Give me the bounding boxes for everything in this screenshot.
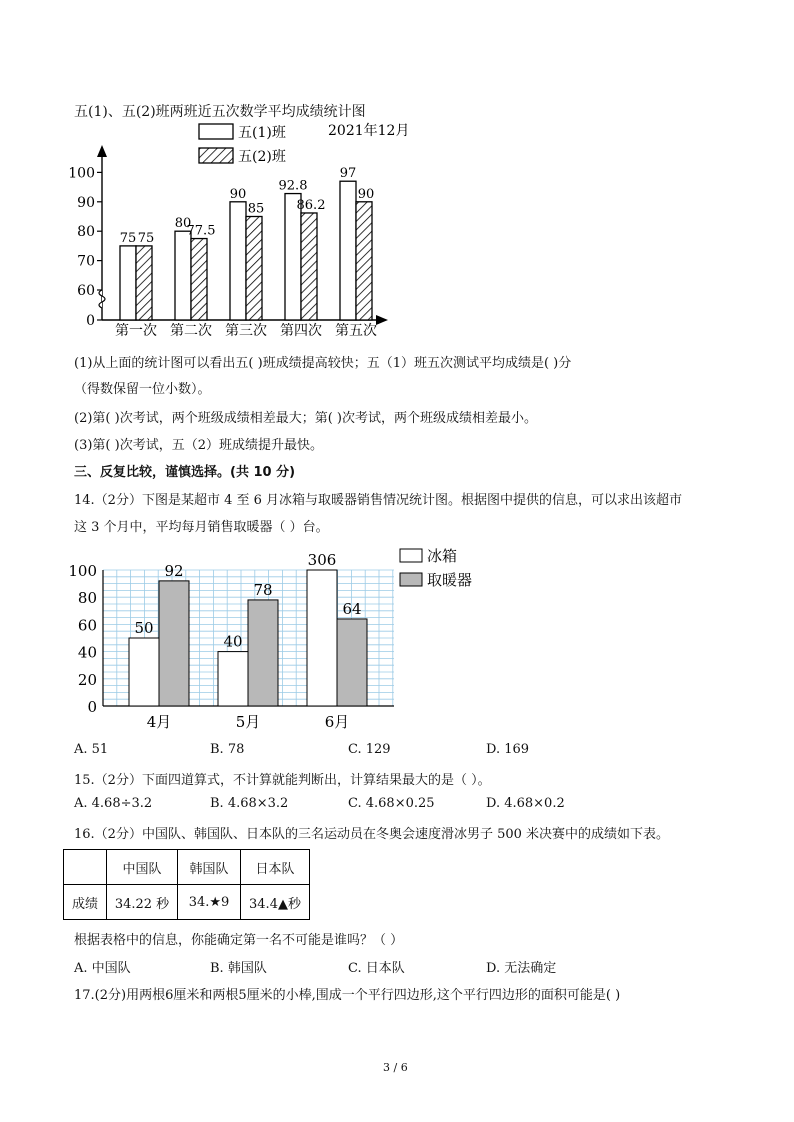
legend-swatch-heater — [400, 573, 422, 586]
y-tick-label: 70 — [77, 253, 95, 270]
table-row — [64, 850, 310, 885]
y-tick-label: 100 — [68, 562, 97, 580]
q14-option-c[interactable]: C. 129 — [348, 742, 391, 757]
data-label-class2: 85 — [247, 201, 265, 217]
data-label-class1: 97 — [339, 166, 357, 182]
q14-line2: 这 3 个月中，平均每月销售取暖器（ ）台。 — [74, 520, 329, 535]
bar-class1 — [340, 181, 356, 320]
q17-line1: 17.(2分)用两根6厘米和两根5厘米的小棒,围成一个平行四边形,这个平行四边形的面积可能是( ) — [74, 988, 621, 1003]
x-tick-label: 6月 — [324, 713, 350, 731]
x-tick-label: 第四次 — [280, 323, 322, 339]
bar-heater — [159, 581, 189, 706]
data-label-class1: 80 — [174, 216, 192, 232]
x-tick-label: 第三次 — [225, 323, 267, 339]
y-tick-label: 0 — [86, 313, 95, 329]
chart1 — [0, 0, 794, 345]
q13-line4: (3)第( )次考试，五（2）班成绩提升最快。 — [74, 438, 323, 453]
table-cell: 成绩 — [64, 885, 107, 920]
legend-label-heater: 取暖器 — [427, 571, 473, 589]
score-table — [63, 849, 310, 920]
data-label-class1: 92.8 — [278, 178, 308, 194]
y-tick-label: 80 — [77, 224, 95, 241]
y-tick-label: 0 — [87, 698, 97, 716]
y-tick-label: 100 — [68, 165, 95, 182]
legend-swatch-class1 — [199, 124, 233, 139]
chart1-title: 五(1)、五(2)班两班近五次数学平均成绩统计图 — [74, 104, 366, 120]
q15-option-d[interactable]: D. 4.68×0.2 — [486, 796, 565, 811]
x-tick-label: 第五次 — [335, 323, 377, 339]
table-row — [64, 885, 310, 920]
data-label-fridge: 306 — [307, 551, 337, 569]
data-label-heater: 78 — [253, 580, 273, 599]
bar-heater — [248, 600, 278, 706]
data-label-class2: 77.5 — [186, 223, 216, 239]
y-tick-label: 20 — [77, 670, 97, 689]
q16-option-d[interactable]: D. 无法确定 — [486, 961, 557, 976]
legend-swatch-class2 — [199, 148, 233, 163]
bar-class1 — [120, 246, 136, 320]
page-number: 3 / 6 — [383, 1061, 408, 1074]
q15-option-b[interactable]: B. 4.68×3.2 — [210, 796, 289, 811]
bar-heater — [337, 619, 367, 706]
data-label-class1: 75 — [119, 230, 137, 246]
bar-class1 — [175, 231, 191, 320]
q14-option-b[interactable]: B. 78 — [210, 742, 245, 757]
data-label-heater: 64 — [342, 599, 362, 618]
data-label-class2: 90 — [357, 186, 375, 202]
q15-line1: 15.（2分）下面四道算式，不计算就能判断出，计算结果最大的是（ ）。 — [74, 773, 491, 788]
q16-option-c[interactable]: C. 日本队 — [348, 961, 405, 976]
x-tick-label: 第一次 — [115, 323, 157, 339]
y-tick-label: 80 — [77, 589, 97, 608]
bar-class1 — [230, 202, 246, 320]
bar-fridge — [129, 638, 159, 706]
x-tick-label: 5月 — [235, 713, 261, 731]
legend-label-fridge: 冰箱 — [427, 547, 458, 565]
q13-line2: （得数保留一位小数）。 — [74, 382, 211, 397]
data-label-fridge: 40 — [223, 632, 243, 651]
chart2 — [0, 540, 794, 740]
bar-fridge — [218, 652, 248, 706]
x-tick-label: 第二次 — [170, 323, 212, 339]
y-tick-label: 60 — [77, 283, 95, 299]
bar-class2 — [301, 213, 317, 320]
section3-title: 三、反复比较，谨慎选择。(共 10 分) — [74, 465, 296, 480]
table-cell: 日本队 — [241, 850, 310, 885]
q15-option-a[interactable]: A. 4.68÷3.2 — [74, 796, 153, 811]
data-label-fridge: 50 — [134, 619, 154, 637]
y-tick-label: 60 — [77, 616, 97, 635]
table-cell: 中国队 — [107, 850, 178, 885]
x-tick-label: 4月 — [146, 713, 172, 731]
bar-fridge — [307, 570, 337, 706]
q16-question: 根据表格中的信息，你能确定第一名不可能是谁吗？（ ） — [74, 933, 404, 948]
q14-option-a[interactable]: A. 51 — [74, 742, 109, 757]
bar-class2 — [246, 217, 262, 321]
table-cell: 34.★9 — [178, 885, 241, 920]
q15-option-c[interactable]: C. 4.68×0.25 — [348, 796, 435, 811]
table-cell: 韩国队 — [178, 850, 241, 885]
legend-swatch-fridge — [400, 549, 422, 562]
table-cell — [64, 850, 107, 885]
legend-label-class1: 五(1)班 — [238, 125, 286, 141]
table-cell: 34.22 秒 — [107, 885, 178, 920]
chart1-x-arrow — [376, 315, 388, 325]
data-label-class2: 75 — [137, 230, 155, 246]
q14-line1: 14.（2分）下图是某超市 4 至 6 月冰箱与取暖器销售情况统计图。根据图中提供的信息，可以求出该超市 — [74, 493, 683, 508]
table-cell: 34.4▲秒 — [241, 885, 310, 920]
chart1-y-arrow — [97, 145, 107, 157]
chart1-date: 2021年12月 — [328, 123, 410, 139]
legend-label-class2: 五(2)班 — [238, 149, 286, 165]
q13-line1: (1)从上面的统计图可以看出五( )班成绩提高较快；五（1）班五次测试平均成绩是( )分 — [74, 356, 572, 371]
bar-class2 — [356, 202, 372, 320]
bar-class2 — [191, 239, 207, 320]
q14-option-d[interactable]: D. 169 — [486, 742, 530, 757]
q16-line1: 16.（2分）中国队、韩国队、日本队的三名运动员在冬奥会速度滑冰男子 500 米决赛中的成绩如下表。 — [74, 827, 670, 842]
q16-option-a[interactable]: A. 中国队 — [74, 961, 131, 976]
y-tick-label: 90 — [77, 194, 95, 211]
data-label-class1: 90 — [229, 186, 247, 202]
q16-option-b[interactable]: B. 韩国队 — [210, 961, 267, 976]
bar-class2 — [136, 246, 152, 320]
q13-line3: (2)第( )次考试，两个班级成绩相差最大；第( )次考试，两个班级成绩相差最小。 — [74, 411, 537, 426]
y-tick-label: 40 — [77, 643, 97, 662]
data-label-class2: 86.2 — [296, 197, 326, 213]
data-label-heater: 92 — [164, 561, 184, 580]
chart1-axis-break — [99, 290, 105, 308]
